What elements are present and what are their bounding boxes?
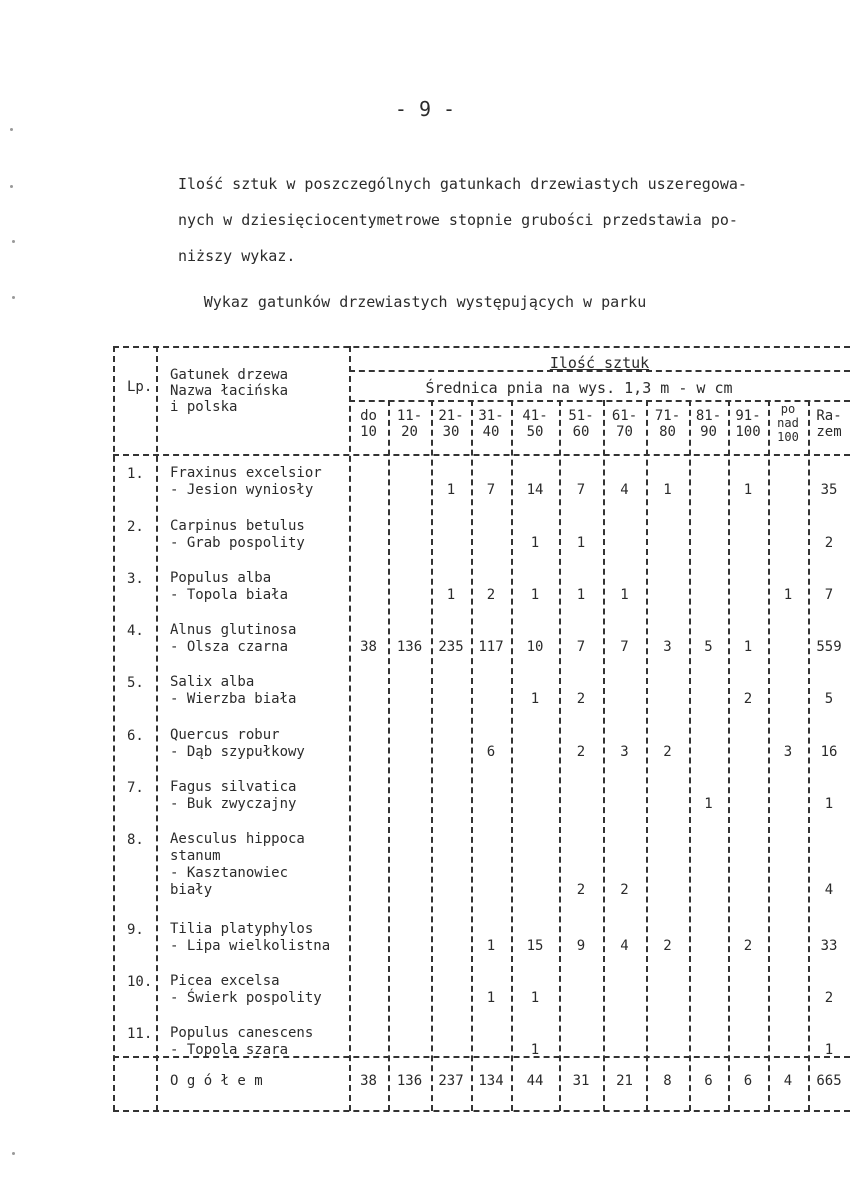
header-class-label: 71- (654, 408, 681, 424)
species-name: Picea excelsa (170, 973, 280, 989)
header-class-label: 31- (478, 408, 504, 424)
table-rule (113, 454, 850, 456)
row-lp: 11. (127, 1026, 153, 1042)
header-class-label: 11- (396, 408, 423, 424)
species-name: Tilia platyphylos (170, 921, 314, 937)
species-table (113, 346, 850, 1111)
species-name: Carpinus betulus (170, 518, 305, 534)
table-cell: 1 (576, 587, 586, 603)
species-name: Aesculus hippoca (170, 831, 305, 847)
table-rule (113, 346, 850, 348)
table-cell: 7 (620, 639, 629, 655)
species-name: - Jesion wyniosły (170, 482, 314, 498)
table-cell: 1 (530, 691, 540, 707)
table-cell: 1 (446, 482, 456, 498)
table-rule (156, 346, 158, 1111)
table-cell: 235 (438, 639, 464, 655)
species-name: Fraxinus excelsior (170, 465, 322, 481)
header-species-line: Gatunek drzewa (170, 367, 289, 383)
header-class-label: zem (816, 424, 842, 440)
page-number: - 9 - (394, 97, 456, 121)
table-cell: 1 (530, 1042, 540, 1058)
table-cell: 559 (816, 639, 842, 655)
table-cell: 33 (820, 938, 838, 954)
table-cell: 14 (526, 482, 544, 498)
species-name: - Topola biała (170, 587, 289, 603)
table-rule (388, 400, 390, 1111)
header-class-label: 21- (438, 408, 464, 424)
table-cell: 3 (663, 639, 672, 655)
table-cell: 7 (576, 639, 586, 655)
table-cell: 1 (743, 482, 753, 498)
table-cell: 7 (486, 482, 496, 498)
table-cell: 117 (478, 639, 504, 655)
table-rule (113, 346, 115, 1111)
total-cell: 665 (816, 1073, 842, 1089)
total-cell: 237 (438, 1073, 464, 1089)
table-cell: 4 (824, 882, 834, 898)
table-cell: 15 (526, 938, 544, 954)
total-cell: 4 (783, 1073, 793, 1089)
table-cell: 1 (576, 535, 586, 551)
row-lp: 7. (127, 780, 144, 796)
row-lp: 4. (127, 623, 144, 639)
table-caption: Wykaz gatunków drzewiastych występujących w parku (203, 293, 647, 311)
row-lp: 2. (127, 519, 144, 535)
table-cell: 136 (396, 639, 423, 655)
species-name: stanum (170, 848, 221, 864)
species-name: - Dąb szypułkowy (170, 744, 305, 760)
header-class-label: 51- (568, 408, 594, 424)
total-cell: 6 (704, 1073, 713, 1089)
table-cell: 2 (824, 535, 834, 551)
table-cell: 3 (783, 744, 793, 760)
table-cell: 2 (663, 744, 672, 760)
header-class-label: 100 (735, 424, 761, 440)
intro-paragraph (178, 166, 818, 274)
table-cell: 5 (704, 639, 713, 655)
table-rule (728, 400, 730, 1111)
species-name: - Świerk pospolity (170, 990, 322, 1006)
table-cell: 1 (486, 990, 496, 1006)
total-cell: 21 (616, 1073, 633, 1089)
table-cell: 1 (704, 796, 713, 812)
header-species-line: Nazwa łacińska (170, 383, 289, 399)
header-count-title: Ilość sztuk (549, 354, 650, 372)
table-cell: 38 (360, 639, 377, 655)
header-class-label: 60 (572, 424, 590, 440)
row-lp: 5. (127, 675, 144, 691)
row-lp: 1. (127, 466, 144, 482)
table-rule (349, 346, 351, 1111)
table-cell: 2 (824, 990, 834, 1006)
table-cell: 7 (824, 587, 834, 603)
header-class-label: 20 (401, 424, 418, 440)
paragraph-line: Ilość sztuk w poszczególnych gatunkach drzewiastych uszeregowa- (178, 175, 747, 193)
table-rule (431, 400, 433, 1111)
table-rule (113, 1110, 850, 1112)
table-cell: 2 (576, 882, 586, 898)
species-name: Salix alba (170, 674, 255, 690)
header-class-label: 10 (360, 424, 377, 440)
table-cell: 4 (620, 938, 629, 954)
header-class-label: 70 (616, 424, 633, 440)
table-cell: 1 (530, 990, 540, 1006)
table-cell: 2 (663, 938, 672, 954)
table-cell: 2 (576, 744, 586, 760)
header-class-label: do (360, 408, 377, 424)
table-cell: 35 (820, 482, 838, 498)
species-name: Quercus robur (170, 727, 280, 743)
paragraph-line: nych w dziesięciocentymetrowe stopnie grubości przedstawia po- (178, 211, 738, 229)
table-cell: 6 (486, 744, 496, 760)
total-cell: 44 (526, 1073, 544, 1089)
species-name: - Grab pospolity (170, 535, 305, 551)
table-rule (689, 400, 691, 1111)
total-cell: 8 (663, 1073, 672, 1089)
table-cell: 2 (743, 938, 753, 954)
margin-mark (10, 185, 13, 188)
margin-mark (12, 296, 15, 299)
header-class-label: 30 (442, 424, 460, 440)
species-name: Populus canescens (170, 1025, 314, 1041)
species-name: Populus alba (170, 570, 272, 586)
total-cell: 136 (396, 1073, 423, 1089)
row-lp: 10. (127, 974, 153, 990)
species-name: Alnus glutinosa (170, 622, 297, 638)
row-lp: 6. (127, 728, 144, 744)
table-cell: 2 (743, 691, 753, 707)
header-class-label: 81- (695, 408, 722, 424)
table-cell: 1 (446, 587, 456, 603)
paragraph-line: niższy wykaz. (178, 247, 296, 265)
species-name: - Wierzba biała (170, 691, 297, 707)
margin-mark (10, 128, 13, 131)
total-label: O g ó ł e m (170, 1073, 263, 1089)
header-class-label: 61- (611, 408, 638, 424)
species-name: - Lipa wielkolistna (170, 938, 331, 954)
species-name: biały (170, 882, 213, 898)
species-name: - Buk zwyczajny (170, 796, 297, 812)
table-cell: 2 (486, 587, 496, 603)
header-class-label: 91- (735, 408, 761, 424)
header-diameter-title: Średnica pnia na wys. 1,3 m - w cm (425, 379, 733, 397)
table-cell: 7 (576, 482, 586, 498)
table-cell: 3 (620, 744, 629, 760)
header-class-label: 80 (659, 424, 676, 440)
header-class-label: 41- (522, 408, 548, 424)
table-cell: 5 (824, 691, 834, 707)
table-cell: 1 (620, 587, 629, 603)
species-name: Fagus silvatica (170, 779, 297, 795)
header-class-label: po (780, 402, 796, 416)
table-cell: 1 (663, 482, 672, 498)
header-class-label: 100 (777, 430, 799, 444)
table-cell: 1 (530, 535, 540, 551)
total-cell: 134 (478, 1073, 504, 1089)
table-cell: 9 (576, 938, 586, 954)
header-class-label: 40 (482, 424, 500, 440)
table-cell: 1 (783, 587, 793, 603)
row-lp: 8. (127, 832, 144, 848)
row-lp: 9. (127, 922, 144, 938)
table-rule (349, 370, 850, 372)
header-class-label: nad (777, 416, 799, 430)
table-cell: 1 (824, 1042, 834, 1058)
table-cell: 1 (530, 587, 540, 603)
header-class-label: 50 (526, 424, 544, 440)
table-cell: 2 (576, 691, 586, 707)
header-class-label: 90 (700, 424, 717, 440)
table-cell: 1 (824, 796, 834, 812)
table-cell: 10 (526, 639, 544, 655)
header-class-label: Ra- (816, 408, 842, 424)
species-name: - Kasztanowiec (170, 865, 289, 881)
table-cell: 16 (820, 744, 838, 760)
species-name: - Topola szara (170, 1042, 289, 1058)
row-lp: 3. (127, 571, 144, 587)
header-lp: Lp. (127, 379, 153, 395)
total-cell: 6 (743, 1073, 753, 1089)
total-cell: 31 (572, 1073, 590, 1089)
table-cell: 1 (486, 938, 496, 954)
header-species-line: i polska (170, 399, 238, 415)
margin-mark (12, 240, 15, 243)
table-cell: 2 (620, 882, 629, 898)
total-cell: 38 (360, 1073, 377, 1089)
species-name: - Olsza czarna (170, 639, 289, 655)
margin-mark (12, 1152, 15, 1155)
table-cell: 1 (743, 639, 753, 655)
table-cell: 4 (620, 482, 629, 498)
